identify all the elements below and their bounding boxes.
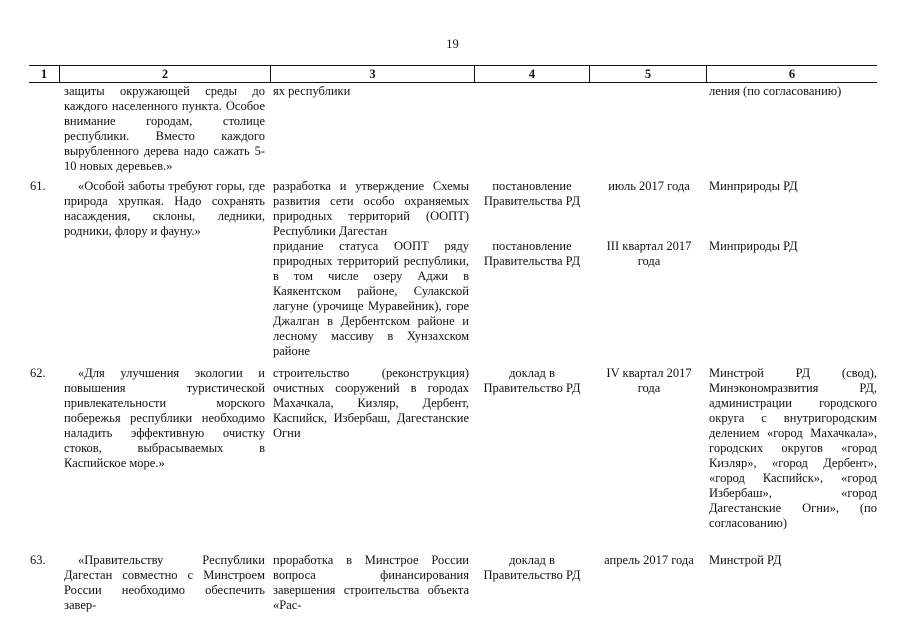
page-number: 19	[446, 37, 459, 51]
action-executor: Минприроды РД	[709, 179, 798, 193]
row-quote: «Особой заботы требуют горы, где природа хрупкая. Надо сохранять насаждения, склоны, ледники, родники, флору и фауну.»	[64, 179, 265, 238]
table-header	[29, 65, 877, 83]
action-measure: придание статуса ООПТ ряду природных территорий республики, в том числе озеру Аджи в Каякентском районе, Сулакской лагуне (урочище Муравейник), горе Джалган в Дербентском районе и лесному массиву в Хунзахском районе	[273, 239, 469, 358]
header-col-3: 3	[369, 67, 376, 81]
continuation-quote: защиты окружающей среды до каждого населенного пункта. Особое внимание городам, столице республики. Вместо каждого вырубленного дерева надо сажать 5-10 новых деревьев.»	[64, 84, 265, 173]
continuation-executor: ления (по согласованию)	[709, 84, 842, 98]
header-col-6: 6	[788, 67, 796, 81]
header-col-1: 1	[40, 67, 48, 81]
action-term: июль 2017 года	[608, 179, 690, 193]
header-col-5: 5	[644, 67, 652, 81]
row-number: 61.	[30, 179, 46, 193]
action-term: апрель 2017 года	[604, 553, 694, 567]
row-number: 63.	[30, 553, 46, 567]
header-col-2: 2	[161, 67, 169, 81]
action-measure: разработка и утверждение Схемы развития сети особо охраняемых природных территорий (ООПТ) Республики Дагестан	[273, 179, 469, 238]
action-document: постановление Правительства РД	[483, 239, 581, 268]
row-number: 62.	[30, 366, 46, 380]
continuation-measure: ях республики	[273, 84, 351, 98]
action-executor: Минстрой РД	[709, 553, 782, 567]
action-measure: проработка в Минстрое России вопроса финансирования завершения строительства объекта «Рас-	[273, 553, 469, 612]
action-measure: строительство (реконструкция) очистных сооружений в городах Махачкала, Кизляр, Дербент, Каспийск, Избербаш, Дагестанские Огни	[273, 366, 469, 440]
action-term: IV квартал 2017 года	[606, 366, 692, 395]
row-quote: «Для улучшения экологии и повышения туристической привлекательности морского побережья республики необходимо наладить эффективную очистку стоков, выбрасываемых в Каспийское море.»	[64, 366, 265, 470]
action-executor: Минприроды РД	[709, 239, 798, 253]
action-executor: Минстрой РД (свод), Минэкономразвития РД, администрации городского округа с внутригородским делением «город Махачкала», городских округов «город Кизляр», «город Дербент», «город Каспийск», «город Избербаш», «город Дагестанские Огни», (по согласованию)	[709, 366, 877, 530]
action-document: постановление Правительства РД	[483, 179, 581, 208]
header-col-4: 4	[528, 67, 536, 81]
action-document: доклад в Правительство РД	[483, 553, 581, 582]
action-document: доклад в Правительство РД	[483, 366, 581, 395]
action-term: III квартал 2017 года	[606, 239, 692, 268]
row-quote: «Правительству Республики Дагестан совместно с Минстроем России необходимо обеспечить завер-	[64, 553, 265, 612]
